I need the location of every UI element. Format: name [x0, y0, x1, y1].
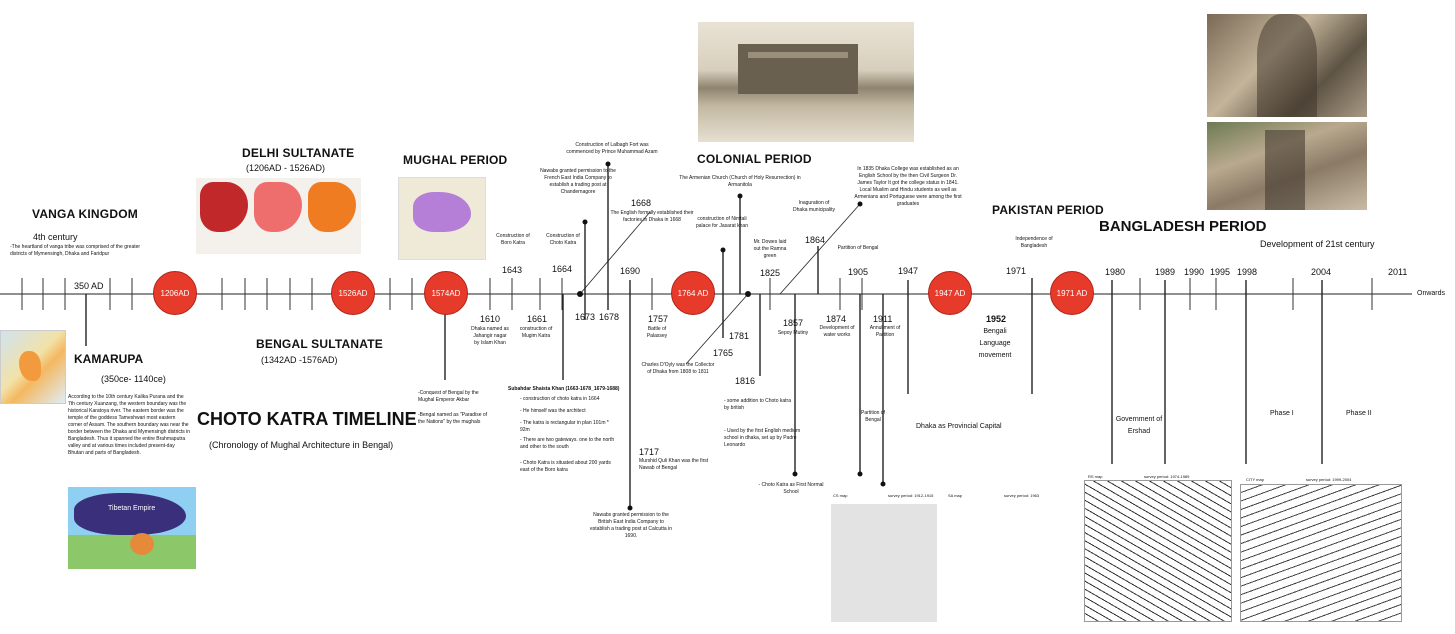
- year-1998: 1998: [1237, 267, 1258, 277]
- event-language: Bengali Language movement: [978, 328, 1012, 359]
- event-partition-2: Partition of Bengal: [861, 410, 885, 423]
- period-circle-1206: 1206AD: [153, 271, 197, 315]
- city-map-image: [1240, 484, 1402, 622]
- city-map-period: survey period: 1999-2004: [1306, 477, 1352, 482]
- cs-map-image: [831, 504, 937, 622]
- tibetan-empire-map-image: [68, 487, 196, 569]
- event-phase-2: Phase II: [1346, 410, 1372, 417]
- event-armenian: The Armenian Church (Church of Holy Resurrection) in Armanitola: [679, 175, 801, 188]
- rs-map-label: RS map: [1088, 474, 1103, 479]
- event-1874: Development of water works: [819, 325, 855, 338]
- pakistan-text: Independence of Bangladesh: [1015, 236, 1053, 249]
- event-1857: Sepoy Mutiny: [777, 330, 809, 336]
- year-1947: 1947: [898, 266, 919, 276]
- event-1816a: - some addition to Choto katra by british: [724, 398, 791, 411]
- event-annulment: Annullment of Partition: [869, 325, 901, 338]
- kamarupa-text: According to the 10th century Kalika Purana and the 7th century Xuanzang, the western boundary was the historical Karatoya river. The eastern border was the temple of the goddess Tameshwari most eastern corner of Assam. The southern boundary was near the border between the Dhaka and Mymensingh districts in Bangladesh. Thus it spanned the entire Brahmaputra valley and at various times included present-day Bhutan and parts of Bangladesh.: [68, 394, 191, 456]
- vanga-title: VANGA KINGDOM: [32, 207, 138, 221]
- choto-katra-photo-2: [1207, 122, 1367, 210]
- event-normal-school: - Choto Katra as First Normal School: [758, 482, 824, 495]
- event-1765: Charles D'Oyly was the Collector of Dhaka from 1808 to 1811: [641, 362, 715, 375]
- bengal-title: BENGAL SULTANATE: [256, 337, 383, 351]
- colonial-title: COLONIAL PERIOD: [697, 152, 812, 166]
- shaista-line-3: - The katra is rectangular in plan 101m * 92m: [520, 420, 609, 433]
- period-circle-1971: 1971 AD: [1050, 271, 1094, 315]
- year-1864: 1864: [805, 235, 826, 245]
- year-1816: 1816: [735, 376, 756, 386]
- year-1989: 1989: [1155, 267, 1176, 277]
- mughal-text-2: -Bengal named as "Paradise of the Nations" by the mughals: [418, 412, 488, 425]
- year-1825: 1825: [760, 268, 781, 278]
- event-1661: construction of Mugim Katra: [519, 326, 553, 339]
- shaista-line-1: - construction of choto katra in 1664: [520, 396, 600, 402]
- bangladesh-text: Development of 21st century: [1260, 239, 1375, 249]
- delhi-maps-image: [196, 178, 361, 254]
- year-1874: 1874: [826, 314, 847, 324]
- year-1857: 1857: [783, 318, 804, 328]
- period-circle-1764: 1764 AD: [671, 271, 715, 315]
- kamarupa-title: KAMARUPA: [74, 352, 144, 366]
- event-1690: Nawabs granted permission to the British East India Company to establish a trading post at Calcutta in 1690.: [590, 512, 672, 539]
- bengal-date: (1342AD -1576AD): [261, 355, 338, 365]
- year-1911: 1911: [873, 314, 893, 324]
- delhi-title: DELHI SULTANATE: [242, 146, 355, 160]
- pakistan-title: PAKISTAN PERIOD: [992, 203, 1104, 217]
- event-1673: Nawabs granted permission to the French East India Company to establish a trading post at Chandernagore: [540, 168, 616, 195]
- year-1610: 1610: [480, 314, 501, 324]
- event-1757: Battle of Palassey: [646, 326, 668, 339]
- main-title: CHOTO KATRA TIMELINE: [197, 409, 417, 429]
- event-1668: The English formally established their factories in Dhaka in 1668: [610, 210, 694, 223]
- year-1757: 1757: [648, 314, 669, 324]
- event-1717: Murshid Quli Khan was the first Nawab of Bengal: [639, 458, 709, 471]
- period-circle-1574: 1574AD: [424, 271, 468, 315]
- event-capital: Dhaka as Provincial Capital: [916, 423, 1002, 430]
- event-phase-1: Phase I: [1270, 410, 1294, 417]
- shaista-title: Subahdar Shaista Khan (1663-1678_1679-1688): [508, 386, 620, 392]
- tibetan-empire-label: Tibetan Empire: [108, 505, 156, 512]
- year-2011: 2011: [1388, 267, 1408, 277]
- year-1905: 1905: [848, 267, 869, 277]
- period-circle-1526: 1526AD: [331, 271, 375, 315]
- event-partition: Partition of Bengal: [837, 245, 879, 251]
- event-1864: Inaguration of Dhaka municipality: [793, 200, 835, 213]
- mughal-text-1: -Conquest of Bengal by the Mughal Emperor Akbar: [418, 390, 479, 403]
- year-1661: 1661: [527, 314, 548, 324]
- shaista-line-2: - He himself was the architect: [520, 408, 586, 414]
- year-1765: 1765: [713, 348, 734, 358]
- year-1678: 1678: [599, 312, 620, 322]
- year-1971: 1971: [1006, 266, 1027, 276]
- sa-map-period: survey period: 1963: [1004, 493, 1040, 498]
- event-1643: Construction of Boro Katra: [496, 233, 530, 246]
- choto-katra-photo-1: [1207, 14, 1367, 117]
- year-1664: 1664: [552, 264, 573, 274]
- sa-map-label: SA map: [948, 493, 963, 498]
- event-1781: construction of Nimtali palace for Jasarat khan: [696, 216, 748, 229]
- vanga-date: 4th century: [33, 232, 78, 242]
- event-1825: Mr. Dowes laid out the Ramna green: [753, 239, 787, 259]
- city-map-label: CITY map: [1246, 477, 1264, 482]
- mughal-title: MUGHAL PERIOD: [403, 153, 508, 167]
- year-1952: 1952: [986, 314, 1007, 324]
- event-1664: Construction of Choto Katra: [546, 233, 580, 246]
- year-1990: 1990: [1184, 267, 1205, 277]
- event-1610: Dhaka named as Jahangir nagar by Islam Khan: [471, 326, 509, 346]
- colonial-building-image: [698, 22, 914, 142]
- shaista-line-5: - Choto Katra is situated about 200 yards east of the Boro katra: [520, 460, 611, 473]
- kamarupa-map-image: [0, 330, 66, 404]
- cs-map-label: CS map: [833, 493, 848, 498]
- year-1717: 1717: [639, 447, 660, 457]
- event-1678: Construction of Lalbagh Fort was commenced by Prince Muhammad Azam: [566, 142, 658, 155]
- shaista-line-4: - There are two gateways. one to the north and other to the south: [520, 437, 615, 450]
- mughal-map-image: [398, 177, 486, 260]
- kamarupa-date: (350ce- 1140ce): [101, 374, 166, 384]
- year-2004: 2004: [1311, 267, 1332, 277]
- rs-map-image: [1084, 480, 1232, 622]
- bangladesh-title: BANGLADESH PERIOD: [1099, 218, 1267, 235]
- event-1816b: - Used by the first English medium school in dhaka, set up by Padre Leonardo: [724, 428, 801, 448]
- rs-map-period: survey period: 1974-1989: [1144, 474, 1190, 479]
- year-350: 350 AD: [74, 281, 104, 291]
- event-ershad: Government of Ershad: [1115, 416, 1163, 435]
- year-1673: 1673: [575, 312, 596, 322]
- event-college: In 1835 Dhaka College was established as an English School by the then Civil Surgeon Dr. James Taylor It got the college status in 1841. Local Muslim and Hindu students as well as Armenians and Portuguese were among the first graduates: [854, 166, 962, 207]
- year-1781: 1781: [729, 331, 750, 341]
- axis-end-label: Onwards: [1417, 290, 1446, 297]
- year-1995: 1995: [1210, 267, 1231, 277]
- main-subtitle: (Chronology of Mughal Architecture in Bengal): [209, 440, 394, 450]
- vanga-text: -The heartland of vanga tribe was comprised of the greater districts of Mymensingh, Dhaka and Faridpur: [10, 244, 141, 257]
- period-circle-1947: 1947 AD: [928, 271, 972, 315]
- delhi-date: (1206AD - 1526AD): [246, 163, 326, 173]
- year-1980: 1980: [1105, 267, 1126, 277]
- year-1643: 1643: [502, 265, 523, 275]
- cs-map-period: survey period: 1912-1915: [888, 493, 934, 498]
- year-1690: 1690: [620, 266, 641, 276]
- year-1668: 1668: [631, 198, 652, 208]
